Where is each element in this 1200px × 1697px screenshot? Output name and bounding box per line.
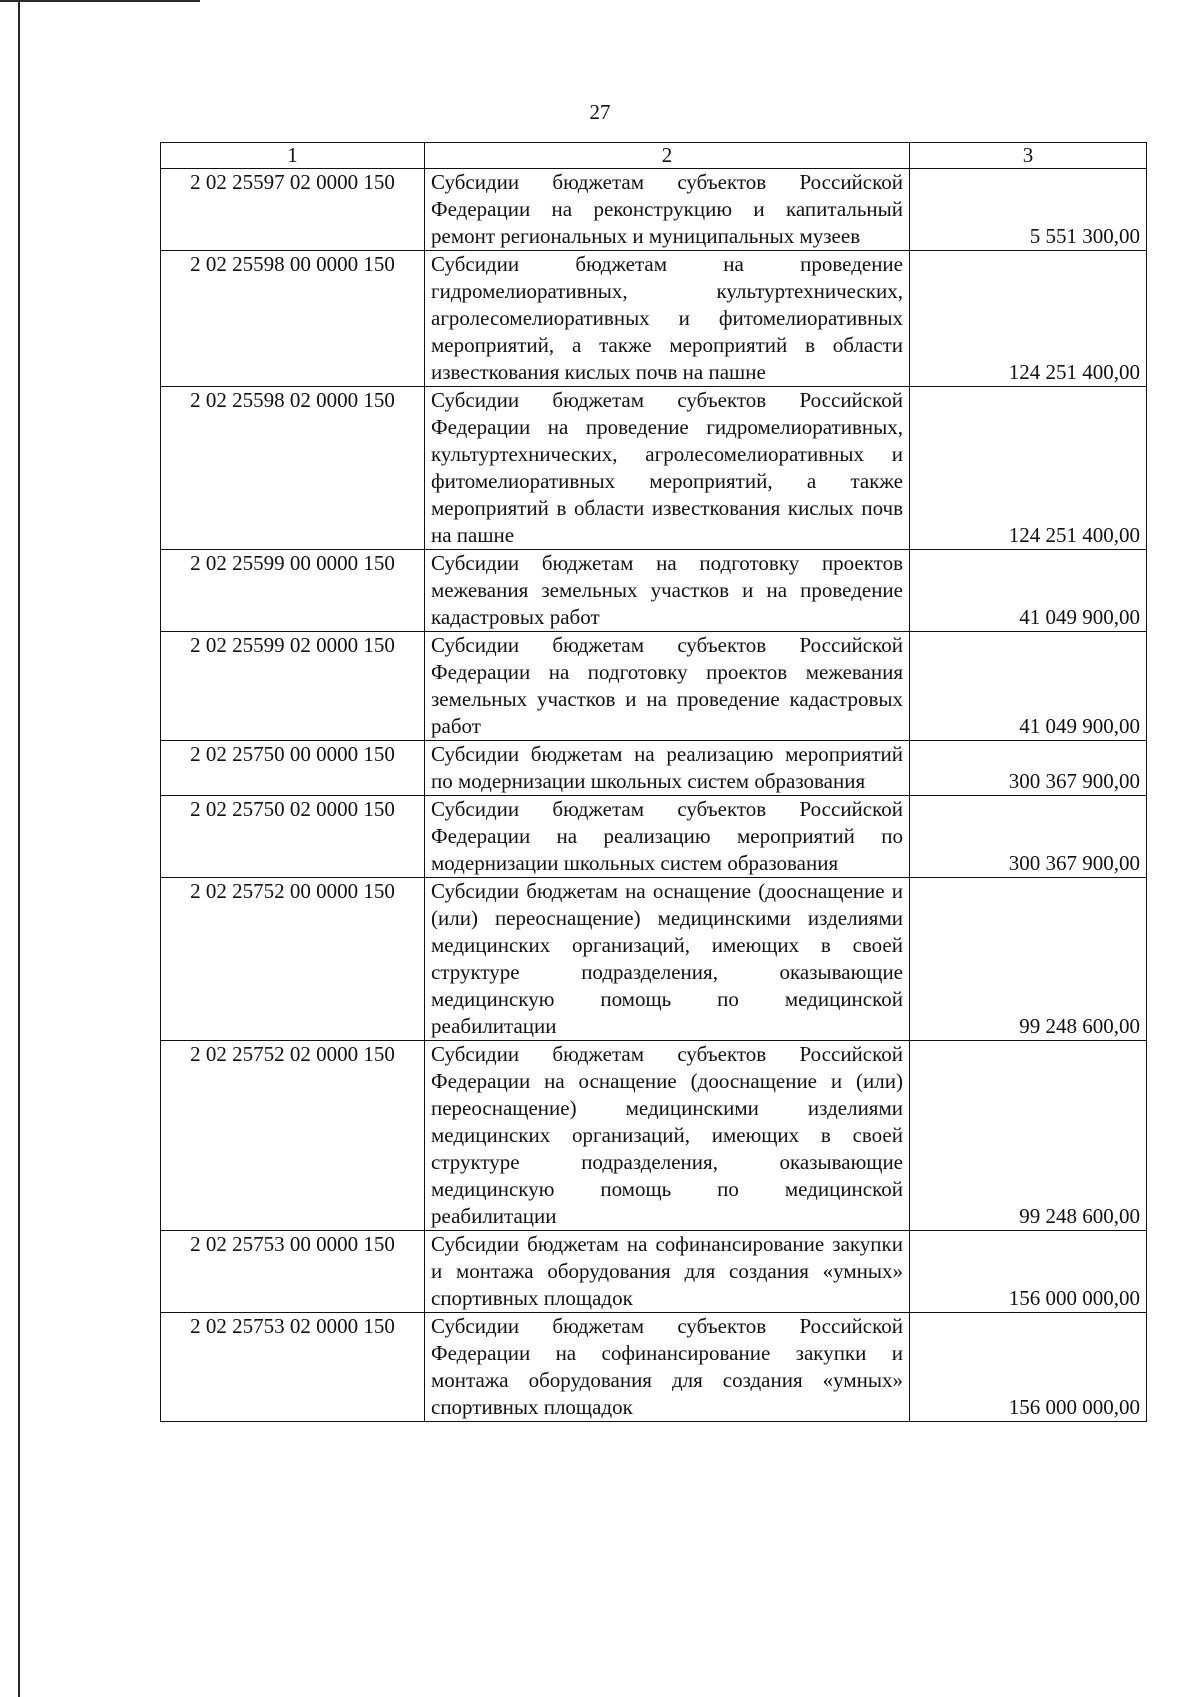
row-description: Субсидии бюджетам субъектов Российской Федерации на софинансирование закупки и монтажа оборудования для создания «умных» спортивных площадок	[425, 1313, 910, 1422]
row-amount: 99 248 600,00	[910, 878, 1147, 1041]
column-header-code: 1	[161, 143, 425, 169]
row-description: Субсидии бюджетам на подготовку проектов межевания земельных участков и на проведение кадастровых работ	[425, 550, 910, 632]
row-amount: 300 367 900,00	[910, 741, 1147, 796]
row-description: Субсидии бюджетам на оснащение (дооснащение и (или) переоснащение) медицинскими изделиями медицинских организаций, имеющих в своей структуре подразделения, оказывающие медицинскую помощь по медицинской реабилитации	[425, 878, 910, 1041]
row-code: 2 02 25750 02 0000 150	[161, 796, 425, 878]
column-header-amount: 3	[910, 143, 1147, 169]
table-row	[161, 169, 1147, 251]
row-code: 2 02 25750 00 0000 150	[161, 741, 425, 796]
column-header-description: 2	[425, 143, 910, 169]
revenue-table	[160, 142, 1147, 1422]
row-amount: 124 251 400,00	[910, 387, 1147, 550]
table-row	[161, 878, 1147, 1041]
row-code: 2 02 25597 02 0000 150	[161, 169, 425, 251]
row-code: 2 02 25753 00 0000 150	[161, 1231, 425, 1313]
row-description: Субсидии бюджетам субъектов Российской Федерации на подготовку проектов межевания земельных участков и на проведение кадастровых работ	[425, 632, 910, 741]
row-description: Субсидии бюджетам на софинансирование закупки и монтажа оборудования для создания «умных» спортивных площадок	[425, 1231, 910, 1313]
row-description: Субсидии бюджетам на реализацию мероприятий по модернизации школьных систем образования	[425, 741, 910, 796]
page-number: 27	[589, 100, 611, 124]
table-row	[161, 632, 1147, 741]
row-code: 2 02 25752 02 0000 150	[161, 1041, 425, 1231]
row-description: Субсидии бюджетам субъектов Российской Федерации на проведение гидромелиоративных, культуртехнических, агролесомелиоративных и фитомелиоративных мероприятий, а также мероприятий в области известкования кислых почв на пашне	[425, 387, 910, 550]
row-code: 2 02 25598 00 0000 150	[161, 251, 425, 387]
row-code: 2 02 25599 00 0000 150	[161, 550, 425, 632]
row-code: 2 02 25598 02 0000 150	[161, 387, 425, 550]
row-description: Субсидии бюджетам субъектов Российской Федерации на реконструкцию и капитальный ремонт региональных и муниципальных музеев	[425, 169, 910, 251]
row-code: 2 02 25753 02 0000 150	[161, 1313, 425, 1422]
row-amount: 99 248 600,00	[910, 1041, 1147, 1231]
scan-edge-left	[18, 0, 20, 1697]
row-amount: 156 000 000,00	[910, 1231, 1147, 1313]
row-amount: 41 049 900,00	[910, 632, 1147, 741]
row-amount: 5 551 300,00	[910, 169, 1147, 251]
table-row	[161, 251, 1147, 387]
scan-edge-top	[0, 0, 200, 2]
table-row	[161, 387, 1147, 550]
row-description: Субсидии бюджетам на проведение гидромелиоративных, культуртехнических, агролесомелиоративных и фитомелиоративных мероприятий, а также мероприятий в области известкования кислых почв на пашне	[425, 251, 910, 387]
row-code: 2 02 25752 00 0000 150	[161, 878, 425, 1041]
row-amount: 41 049 900,00	[910, 550, 1147, 632]
row-description: Субсидии бюджетам субъектов Российской Федерации на реализацию мероприятий по модернизации школьных систем образования	[425, 796, 910, 878]
table-row	[161, 1041, 1147, 1231]
row-amount: 300 367 900,00	[910, 796, 1147, 878]
row-description: Субсидии бюджетам субъектов Российской Федерации на оснащение (дооснащение и (или) переоснащение) медицинскими изделиями медицинских организаций, имеющих в своей структуре подразделения, оказывающие медицинскую помощь по медицинской реабилитации	[425, 1041, 910, 1231]
table-row	[161, 796, 1147, 878]
table-header-row	[161, 143, 1147, 169]
table-row	[161, 1313, 1147, 1422]
row-amount: 156 000 000,00	[910, 1313, 1147, 1422]
row-amount: 124 251 400,00	[910, 251, 1147, 387]
table-row	[161, 1231, 1147, 1313]
table-row	[161, 550, 1147, 632]
row-code: 2 02 25599 02 0000 150	[161, 632, 425, 741]
table-row	[161, 741, 1147, 796]
